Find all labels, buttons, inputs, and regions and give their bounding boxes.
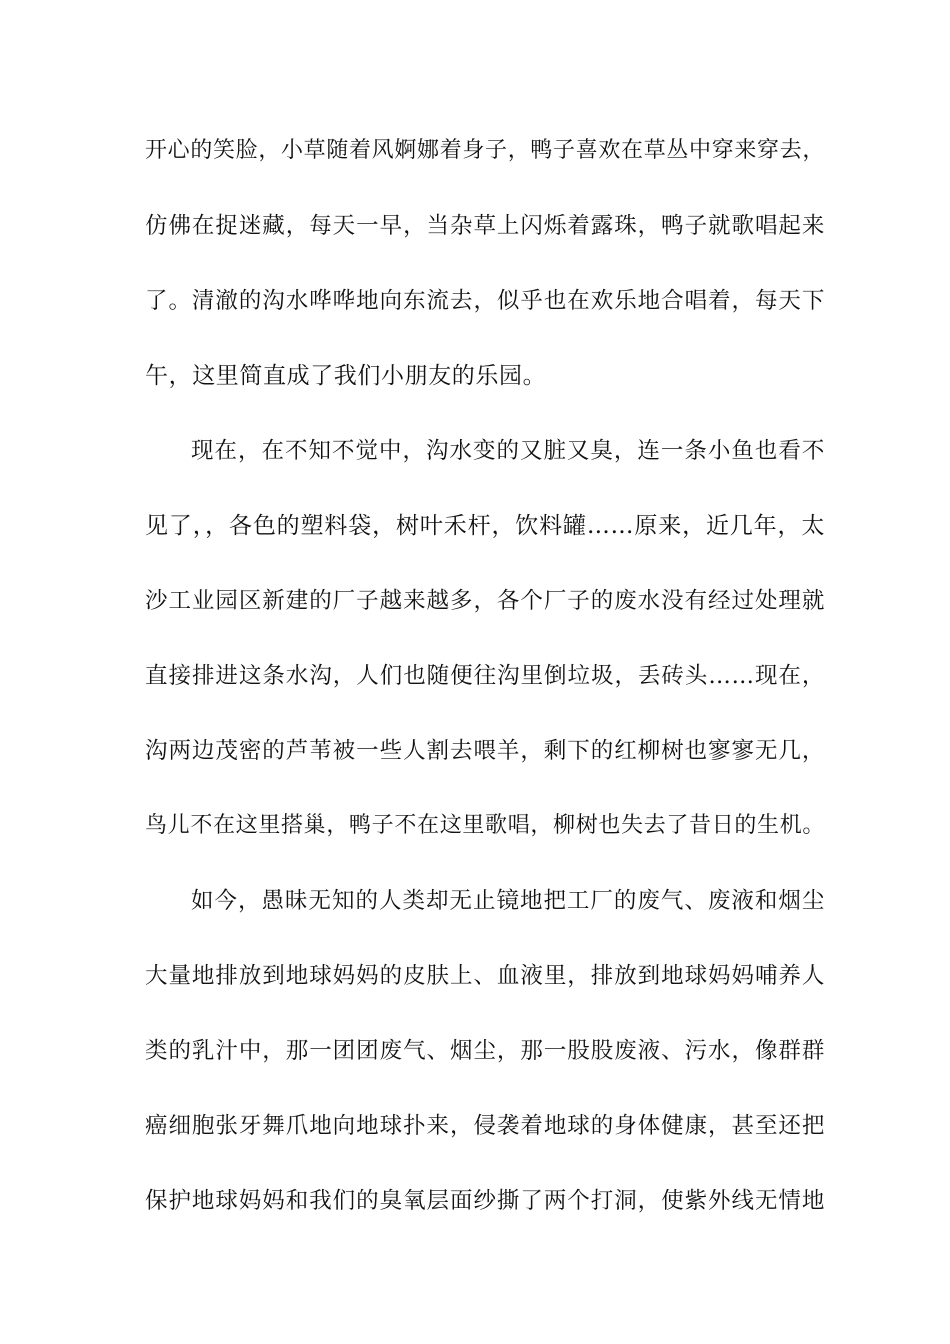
paragraph-first-line: 如今，愚昧无知的人类却无止镜地把工厂的废气、废液和烟尘 (191, 888, 825, 914)
text-line: 鸟儿不在这里搭巢，鸭子不在这里歌唱，柳树也失去了昔日的生机。 (145, 813, 825, 838)
text-line: 沟两边茂密的芦苇被一些人割去喂羊，剩下的红柳树也寥寥无几， (145, 738, 825, 764)
text-line: 沙工业园区新建的厂子越来越多，各个厂子的废水没有经过处理就 (145, 588, 825, 614)
paragraph-first-line: 现在，在不知不觉中，沟水变的又脏又臭，连一条小鱼也看不 (191, 438, 825, 464)
text-line: 保护地球妈妈和我们的臭氧层面纱撕了两个打洞，使紫外线无情地 (145, 1188, 825, 1214)
text-line: 直接排进这条水沟，人们也随便往沟里倒垃圾，丢砖头……现在， (145, 663, 825, 689)
text-line: 类的乳汁中，那一团团废气、烟尘，那一股股废液、污水，像群群 (145, 1038, 825, 1064)
text-line: 开心的笑脸，小草随着风婀娜着身子，鸭子喜欢在草丛中穿来穿去， (145, 138, 825, 163)
text-line: 见了，，各色的塑料袋，树叶禾杆，饮料罐……原来，近几年，太 (145, 513, 825, 539)
text-line: 癌细胞张牙舞爪地向地球扑来，侵袭着地球的身体健康，甚至还把 (145, 1113, 825, 1139)
text-line: 仿佛在捉迷藏，每天一早，当杂草上闪烁着露珠，鸭子就歌唱起来 (145, 213, 825, 239)
text-line: 午，这里简直成了我们小朋友的乐园。 (145, 363, 547, 389)
document-body (145, 126, 825, 1251)
text-line: 大量地排放到地球妈妈的皮肤上、血液里，排放到地球妈妈哺养人 (145, 963, 825, 989)
text-line: 了。清澈的沟水哗哗地向东流去，似乎也在欢乐地合唱着，每天下 (145, 288, 825, 314)
